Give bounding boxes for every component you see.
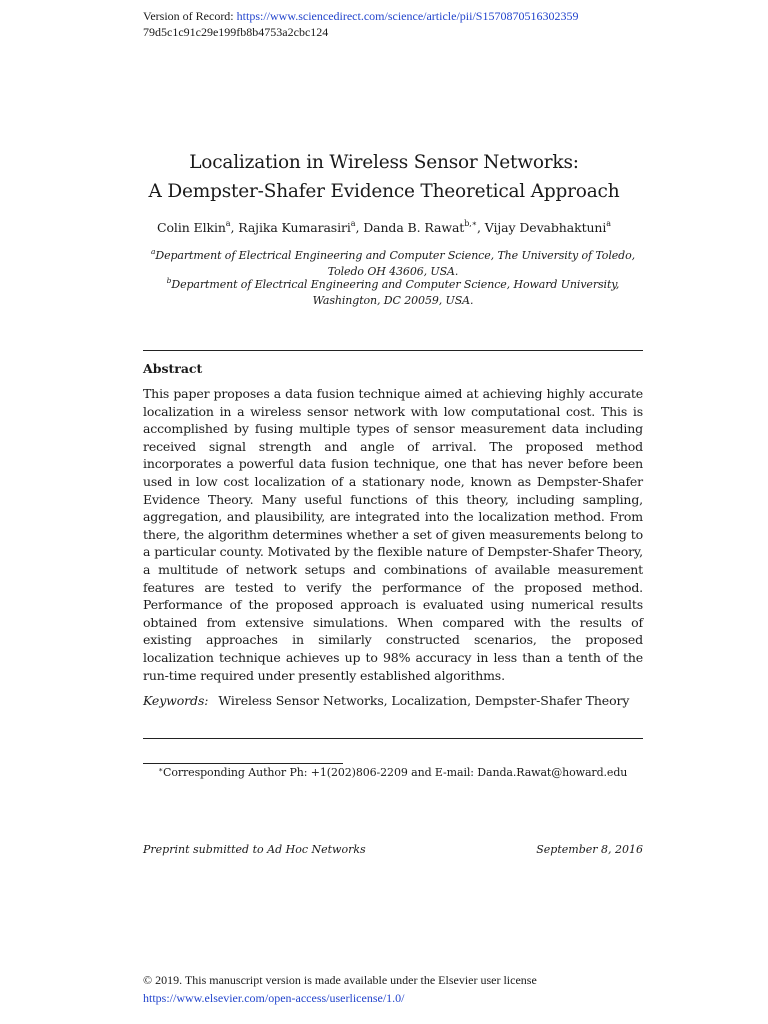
affiliation-mark: b (166, 276, 172, 285)
version-link[interactable]: https://www.sciencedirect.com/science/article/pii/S1570870516302359 (236, 9, 579, 23)
author-separator: , (477, 220, 485, 235)
author-affil-mark: a (225, 219, 231, 228)
keywords-label: Keywords: (143, 693, 209, 708)
preprint-note: Preprint submitted to Ad Hoc Networks (143, 843, 366, 856)
license-link[interactable]: https://www.elsevier.com/open-access/userlicense/1.0/ (143, 991, 405, 1005)
affiliation-line: Toledo OH 43606, USA. (327, 265, 459, 278)
submission-date: September 8, 2016 (536, 843, 643, 856)
affiliation-a (143, 248, 643, 280)
author-separator: , (230, 220, 239, 235)
title-line-2: A Dempster-Shafer Evidence Theoretical Approach (148, 181, 620, 202)
version-label: Version of Record: (143, 9, 237, 23)
affiliation-line: Washington, DC 20059, USA. (312, 294, 474, 307)
footnote-rule (143, 763, 343, 764)
author-name: Danda B. Rawat (363, 220, 465, 235)
author-list (0, 220, 768, 235)
license-footer (143, 971, 537, 1007)
author-affil-mark: b,∗ (464, 219, 478, 228)
title-line-1: Localization in Wireless Sensor Networks: (189, 152, 579, 173)
affiliation-b (143, 277, 643, 309)
corresponding-author-footnote (158, 766, 627, 779)
document-hash: 79d5c1c91c29e199fb8b4753a2cbc124 (143, 25, 329, 39)
author-affil-mark: a (350, 219, 356, 228)
author-name: Vijay Devabhaktuni (484, 220, 607, 235)
affiliation-line: Department of Electrical Engineering and Computer Science, Howard University, (171, 278, 620, 291)
version-of-record (143, 8, 578, 40)
keywords-text: Wireless Sensor Networks, Localization, Dempster-Shafer Theory (218, 693, 630, 708)
abstract-body: This paper proposes a data fusion technique aimed at achieving highly accurate localization in a wireless sensor network with low computational cost. This is accomplished by fusing multiple types of sensor measurement data including received signal strength and angle of arrival. The proposed method incorporates a powerful data fusion technique, one that has never before been used in low cost localization of a stationary node, known as Dempster-Shafer Evidence Theory. Many useful functions of this theory, including sampling, aggregation, and plausibility, are integrated into the localization method. From there, the algorithm determines whether a set of given measurements belong to a particular county. Motivated by the flexible nature of Dempster-Shafer Theory, a multitude of network setups and combinations of available measurement features are tested to verify the performance of the proposed method. Performance of the proposed approach is evaluated using numerical results obtained from extensive simulations. When compared with the results of existing approaches in similarly constructed scenarios, the proposed localization technique achieves up to 98% accuracy in less than a tenth of the run-time required under presently established algorithms. (143, 386, 643, 683)
footnote-text: Corresponding Author Ph: +1(202)806-2209 and E-mail: Danda.Rawat@howard.edu (163, 766, 628, 779)
abstract-heading: Abstract (143, 361, 203, 376)
author-name: Colin Elkin (157, 220, 226, 235)
paper-title (0, 148, 768, 206)
author-affil-mark: a (606, 219, 611, 228)
footnote-mark: ∗ (158, 765, 163, 774)
abstract-bottom-rule (143, 738, 643, 739)
author-name: Rajika Kumarasiri (238, 220, 351, 235)
author-separator: , (355, 220, 364, 235)
license-text: © 2019. This manuscript version is made available under the Elsevier user license (143, 973, 537, 987)
affiliation-line: Department of Electrical Engineering and Computer Science, The University of Toledo, (155, 249, 636, 262)
keywords (143, 692, 643, 710)
abstract-top-rule (143, 350, 643, 351)
affiliation-mark: a (150, 247, 156, 256)
